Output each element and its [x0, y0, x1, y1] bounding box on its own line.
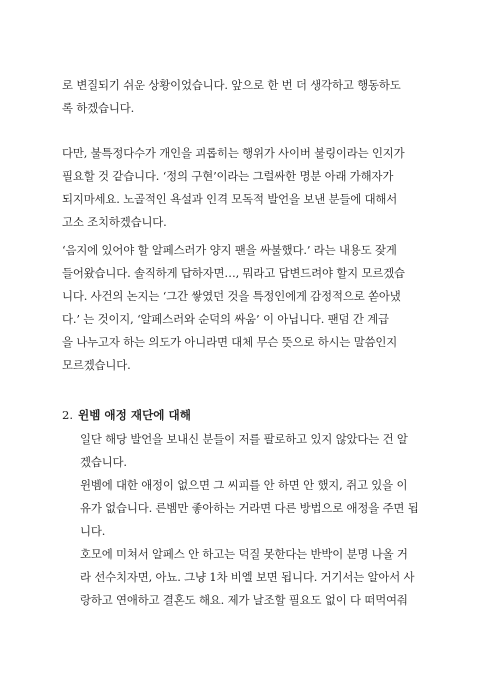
paragraph-2-line-3: 되지마세요. 노골적인 욕설과 인격 모독적 발언을 보낸 분들에 대해서	[62, 192, 398, 206]
paragraph-3-line-4: 다.’ 는 것이지, ‘알페스러와 순덕의 싸움’ 이 아닙니다. 팬덤 간 계급	[62, 312, 389, 326]
paragraph-3-line-6: 모르겠습니다.	[62, 358, 131, 372]
paragraph-2-line-4: 고소 조치하겠습니다.	[62, 215, 167, 229]
section-2-line-2: 겠습니다.	[80, 455, 127, 469]
paragraph-2-line-1: 다만, 불특정다수가 개인을 괴롭히는 행위가 사이버 불링이라는 인지가	[62, 146, 405, 160]
section-2-line-5: 니다.	[80, 524, 106, 538]
section-2-line-1: 일단 해당 발언을 보내신 분들이 저를 팔로하고 있지 않았다는 건 알	[80, 432, 408, 446]
paragraph-2-line-2: 필요할 것 같습니다. ‘정의 구현’이라는 그럴싸한 명분 아래 가해자가	[62, 169, 394, 183]
section-2-line-8: 랑하고 연애하고 결혼도 해요. 제가 날조할 필요도 없이 다 떠먹여줘	[80, 593, 408, 607]
paragraph-1-line-2: 록 하겠습니다.	[62, 101, 135, 115]
section-2-line-4: 유가 없습니다. 른벰만 좋아하는 거라면 다른 방법으로 애정을 주면 됩	[80, 501, 419, 515]
section-2-title: 윈벰 애정 재단에 대해	[78, 408, 191, 422]
paragraph-3-line-1: ‘음지에 있어야 할 알페스러가 양지 팬을 싸불했다.’ 라는 내용도 잦게	[62, 243, 397, 257]
paragraph-1-line-1: 로 변질되기 쉬운 상황이었습니다. 앞으로 한 번 더 생각하고 행동하도	[62, 78, 401, 92]
section-2-line-3: 윈벰에 대한 애정이 없으면 그 씨피를 안 하면 안 했지, 쥐고 있을 이	[80, 478, 408, 492]
section-2-number: 2.	[62, 408, 74, 422]
section-2-heading	[62, 408, 422, 423]
paragraph-3-line-5: 을 나누고자 하는 의도가 아니라면 대체 무슨 뜻으로 하시는 말씀인지	[62, 335, 398, 349]
section-2-line-7: 라 선수치자면, 아뇨. 그냥 1차 비엘 보면 됩니다. 거기서는 알아서 사	[80, 570, 415, 584]
paragraph-3-line-2: 들어왔습니다. 솔직하게 답하자면…, 뭐라고 답변드려야 할지 모르겠습	[62, 266, 405, 280]
paragraph-3-line-3: 니다. 사건의 논지는 ‘그간 쌓였던 것을 특정인에게 감정적으로 쏟아냈	[62, 289, 401, 303]
section-2-line-6: 호모에 미쳐서 알페스 안 하고는 덕질 못한다는 반박이 분명 나올 거	[80, 547, 408, 561]
